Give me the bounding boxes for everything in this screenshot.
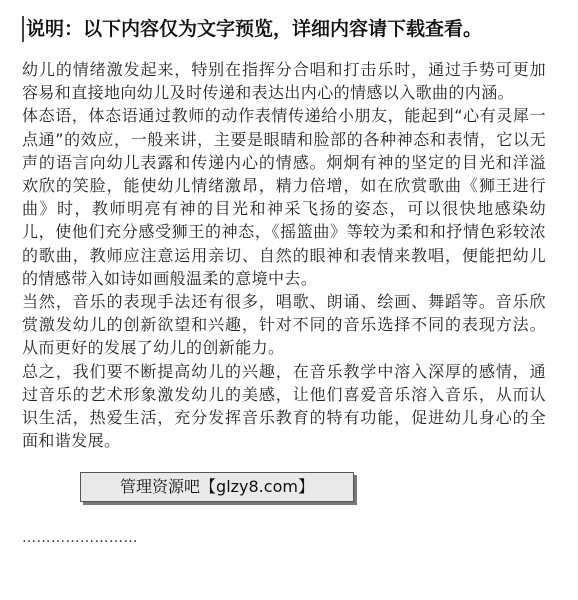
paragraph-gesture: 幼儿的情绪激发起来，特别在指挥分合唱和打击乐时，通过手势可更加容易和直接地向幼儿及时传递和表达出内心的情感以入歌曲的内涵。 <box>22 60 546 103</box>
paragraph-body-language: 体态语，体态语通过教师的动作表情传递给小朋友，能起到“心有灵犀一点通”的效应，一般来讲，主要是眼睛和脸部的各种神态和表情，它以无声的语言向幼儿表露和传递内心的情感。炯炯有神的坚定的目光和洋溢欢欣的笑脸，能使幼儿情绪激昂，精力倍增，如在欣赏歌曲《狮王进行曲》时，教师明亮有神的目光和神采飞扬的姿态，可以很快地感染幼儿，使他们充分感受狮王的神态，《摇篮曲》等较为柔和和抒情色彩较浓的歌曲，教师应注意运用亲切、自然的眼神和表情来教唱，便能把幼儿的情感带入如诗如画般温柔的意境中去。 <box>22 106 546 288</box>
paragraph-expression-methods: 当然，音乐的表现手法还有很多，唱歌、朗诵、绘画、舞蹈等。音乐欣赏激发幼儿的创新欲望和兴趣，针对不同的音乐选择不同的表现方法。从而更好的发展了幼儿的创新能力。 <box>22 292 546 358</box>
continuation-ellipsis: …………………… <box>22 530 138 546</box>
site-watermark: 管理资源吧【glzy8.com】 <box>80 472 354 502</box>
paragraph-conclusion: 总之，我们要不断提高幼儿的兴趣，在音乐教学中溶入深厚的感情，通过音乐的艺术形象激发幼儿的美感，让他们喜爱音乐溶入音乐，从而认识生活，热爱生活，充分发挥音乐教育的特有功能，促进幼儿身心的全面和谐发展。 <box>22 361 546 451</box>
preview-notice: 说明：以下内容仅为文字预览，详细内容请下载查看。 <box>22 16 578 42</box>
article-body <box>22 58 546 452</box>
